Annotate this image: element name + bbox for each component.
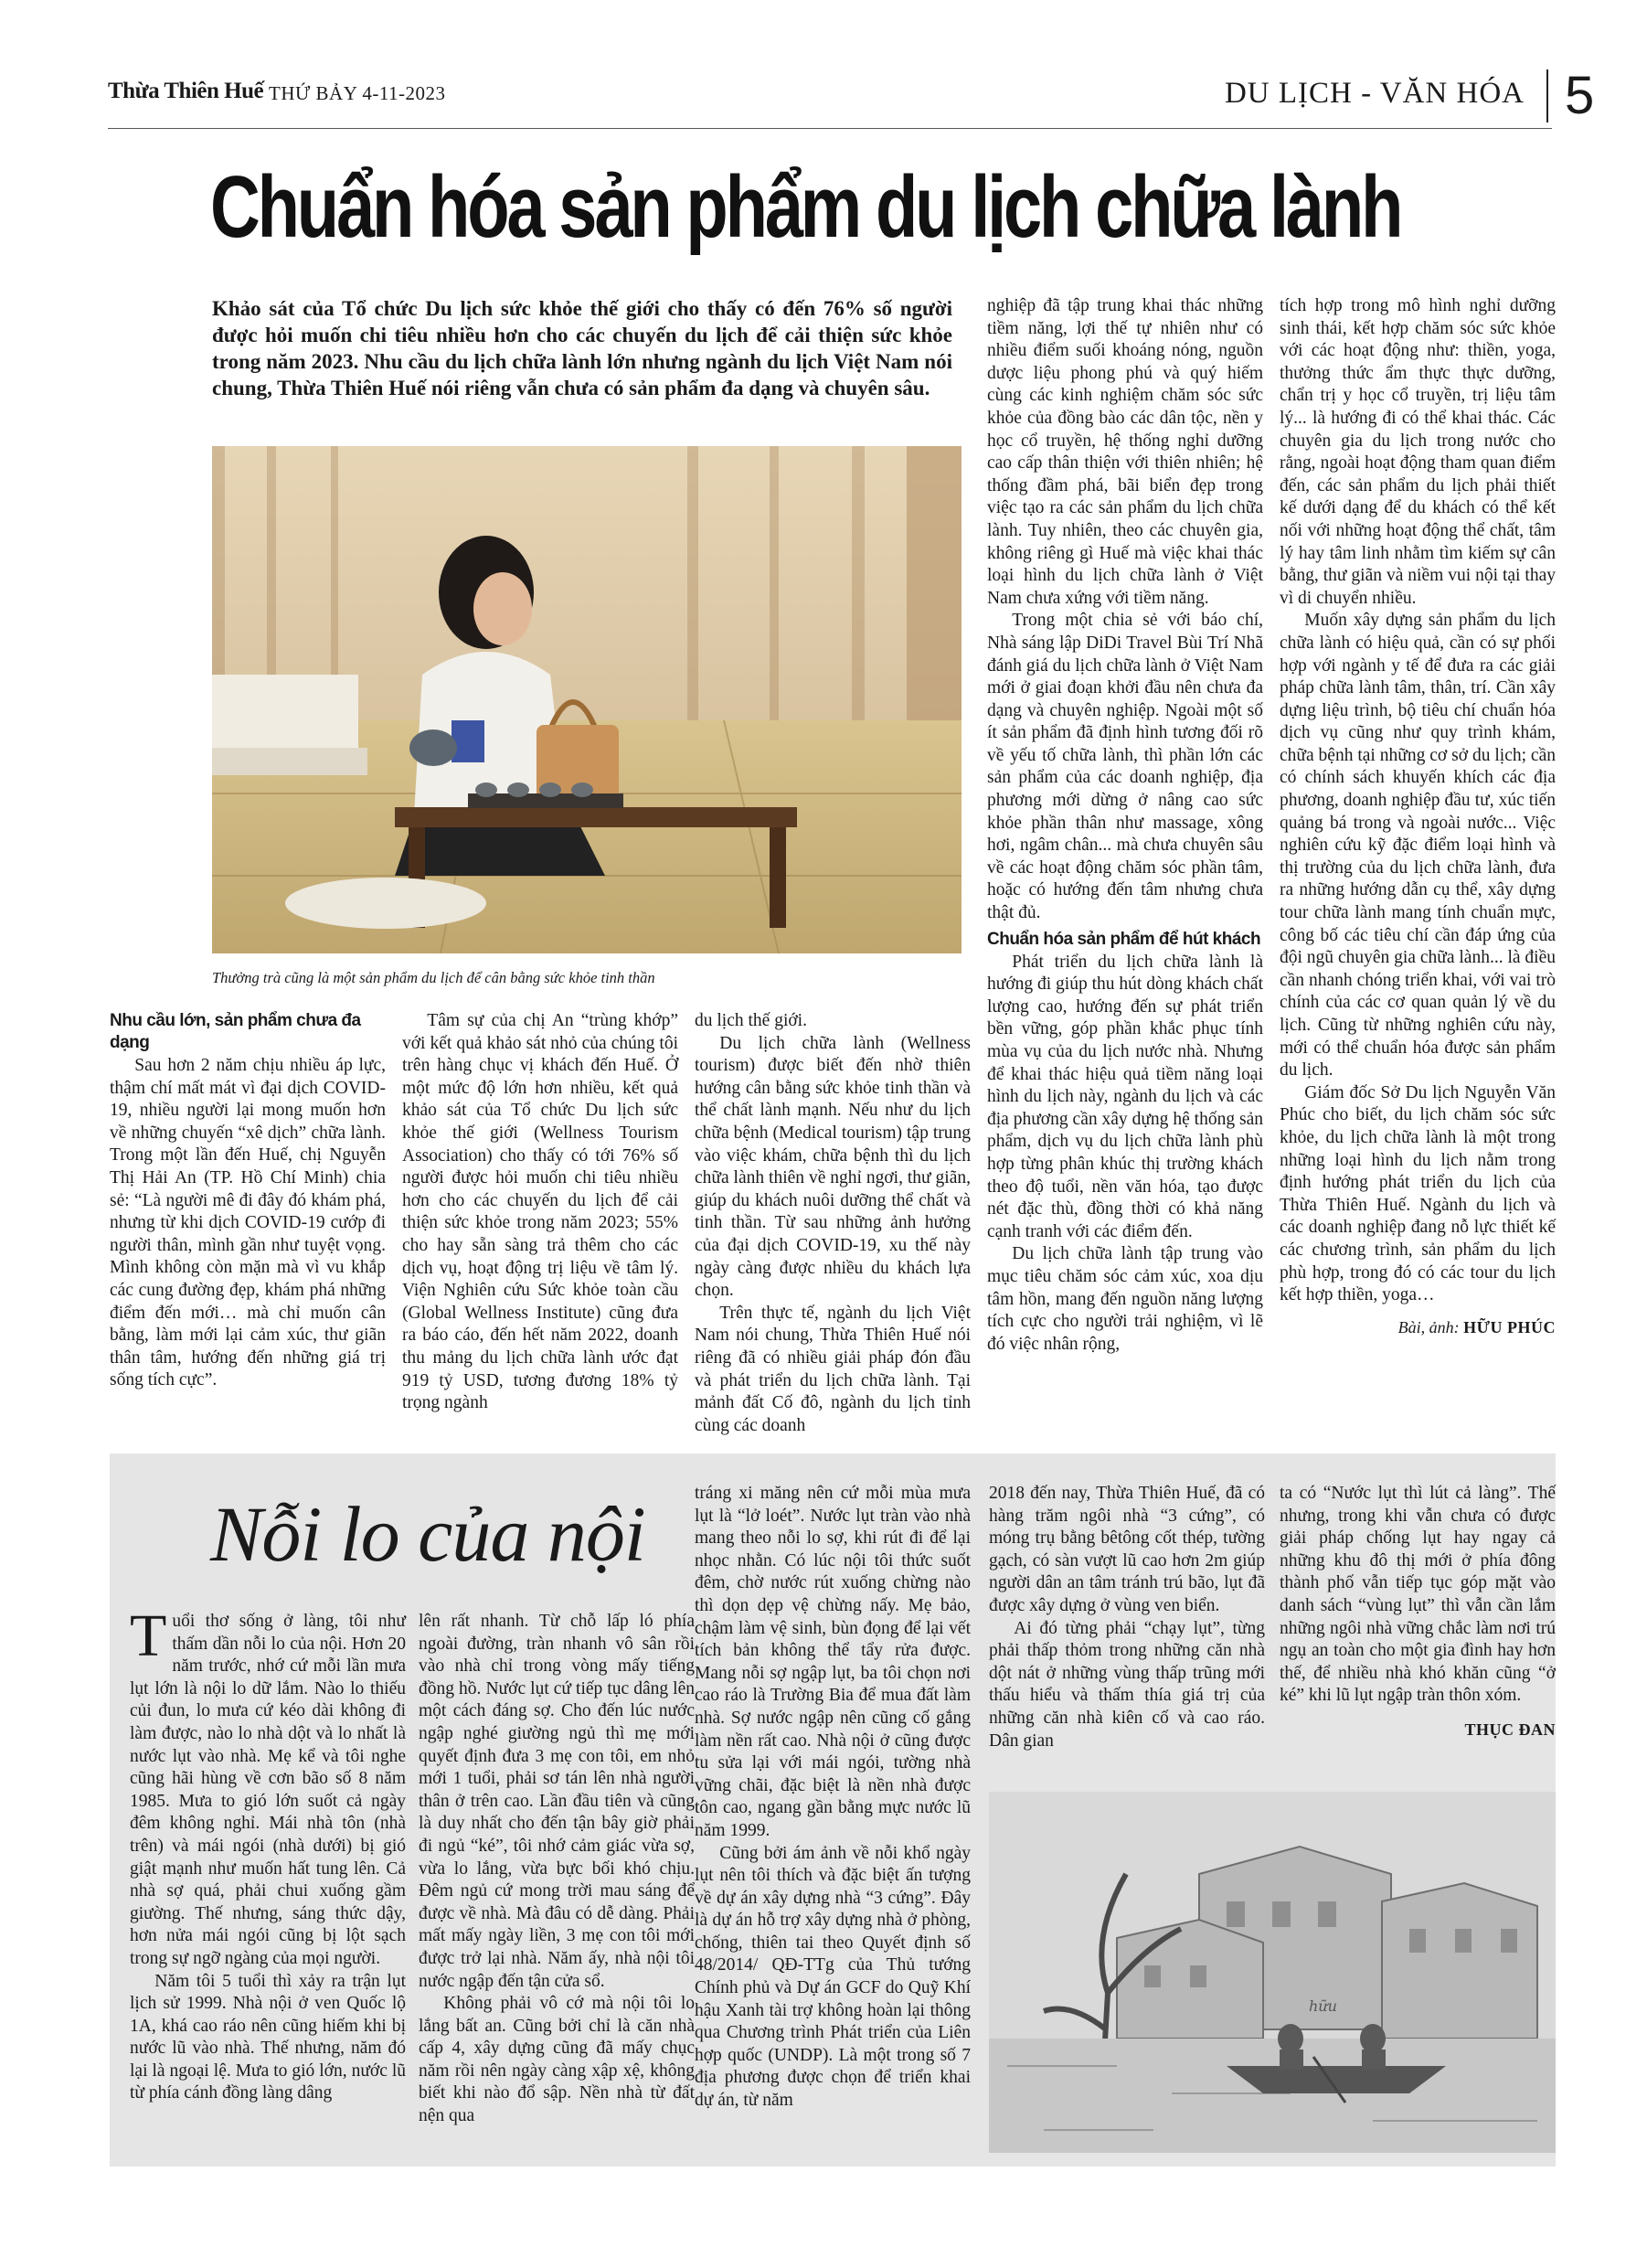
subhead-standardize: Chuẩn hóa sản phẩm để hút khách [987, 929, 1261, 949]
box-title: Nỗi lo của nội [210, 1490, 645, 1578]
tea-ceremony-illustration [212, 446, 962, 953]
paragraph: Trong một chia sẻ với báo chí, Nhà sáng lập DiDi Travel Bùi Trí Nhã đánh giá du lịch chữa lành ở Việt Nam mới ở giai đoạn khởi đầu nên chưa đa dạng và chuyên nghiệp. Ngoài một số ít sản phẩm đã định hình tương đối rõ về yếu tố chữa lành, thì phần lớn các sản phẩm của các doanh nghiệp, địa phương mới dừng ở nâng cao sức khỏe phần thân như massage, xông hơi, ngâm chân... mà chưa chuyên sâu về các hoạt động chăm sóc phần tâm, hoặc có hướng đến tâm nhưng chưa thật đủ. [987, 611, 1263, 923]
paragraph: du lịch thế giới. [695, 1011, 807, 1030]
paragraph: tích hợp trong mô hình nghỉ dưỡng sinh thái, kết hợp chăm sóc sức khỏe với các hoạt động như: thiền, yoga, thưởng thức ẩm thực thực dưỡng, chẩn trị y học cổ truyền, trị liệu tâm lý... là hướng đi có thể khai thác. Các chuyên gia du lịch trong nước cho rằng, ngoài hoạt động tham quan điểm đến, các sản phẩm du lịch phải thiết kế dưới dạng để du khách có thể kết nối với những hoạt động thể chất, tâm lý hay tâm linh nhằm tìm kiếm sự cân bằng, thư giãn và niềm vui nội tại thay vì di chuyển nhiều. [1280, 296, 1556, 608]
paragraph: Sau hơn 2 năm chịu nhiều áp lực, thậm chí mất mát vì đại dịch COVID-19, nhiều người lại mong muốn hơn về những chuyến “xê dịch” chữa lành. Trong một lần đến Huế, chị Nguyễn Thị Hải An (TP. Hồ Chí Minh) chia sẻ: “Là người mê đi đây đó khám phá, nhưng từ khi dịch COVID-19 cướp đi người thân, mình gần như tuyệt vọng. Mình không còn mặn mà vì vu khắp các cung đường đẹp, khám phá những điểm đến mới… mà chỉ muốn cân bằng, làm mới lại cảm xúc, thư giãn thân tâm, hướng đến những giá trị sống tích cực”. [110, 1056, 386, 1390]
box-column-2 [419, 1611, 695, 2128]
paragraph: tráng xi măng nên cứ mỗi mùa mưa lụt là “lở loét”. Nước lụt tràn vào nhà mang theo nỗi lo sợ, khi rút đi để lại nhọc nhằn. Có lúc nội tôi thức suốt đêm, chờ nước rút xuống chừng nào thì dọn dẹp vệ chừng nấy. Mẹ bảo, chậm làm vệ sinh, bùn đọng để lại vết tích bản không thể tẩy rửa được. Mang nỗi sợ ngập lụt, ba tôi chọn nơi cao ráo là Trường Bia để mua đất làm nhà. Sợ nước ngập nên cũng cố gắng làm nền rất cao. Nhà nội ở cũng được tu sửa lại với mái ngói, tường nhà vững chãi, đặc biệt là nền nhà được tôn cao, ngang gần bằng mực nước lũ năm 1999. [695, 1484, 971, 1840]
sidebar-box-article [110, 1453, 1556, 2167]
flood-village-sketch [989, 1792, 1556, 2153]
paragraph: 2018 đến nay, Thừa Thiên Huế, đã có hàng trăm ngôi nhà “3 cứng”, có móng trụ bằng bêtông cốt thép, tường gạch, có sàn vượt lũ cao hơn 2m giúp người dân an tâm tránh trú bão, lụt đã được xây dựng ở vùng ven biển. [989, 1484, 1265, 1615]
subhead-demand: Nhu cầu lớn, sản phẩm chưa đa dạng [110, 1011, 361, 1052]
article-byline [1280, 1318, 1556, 1337]
masthead-divider [1546, 69, 1548, 122]
paragraph: lên rất nhanh. Từ chỗ lấp ló phía ngoài đường, tràn nhanh vô sân rồi vào nhà chỉ trong vòng mấy tiếng đồng hồ. Nước lụt cứ tiếp tục dâng lên một cách đáng sợ. Cho đến lúc nước ngập nghé giường ngủ thì mẹ mới quyết định đưa 3 mẹ con tôi, em nhỏ mới 1 tuổi, phải sơ tán lên nhà người thân ở trên cao. Lần đầu tiên và cũng là duy nhất cho đến tận bây giờ phải đi ngủ “ké”, tôi nhớ cảm giác vừa sợ, vừa lo lắng, vừa bực bối khó chịu. Đêm ngủ cứ mong trời mau sáng để được về nhà. Mà đâu có dễ dàng. Phải mất mấy ngày liền, 3 mẹ con tôi mới được trở lại nhà. Năm ấy, nhà nội tôi nước ngập đến tận cửa sổ. [419, 1612, 695, 1991]
box-column-1 [130, 1603, 406, 2105]
box-byline-name: THỤC ĐAN [1464, 1720, 1556, 1739]
box-column-4 [989, 1483, 1265, 1752]
article-column-5 [1280, 295, 1556, 1337]
paragraph: Phát triển du lịch chữa lành là hướng đi giúp thu hút dòng khách chất lượng cao, hướng đến sự phát triển bền vững, góp phần khắc phục tính mùa vụ của du lịch nước nhà. Nhưng để khai thác hiệu quả tiềm năng loại hình du lịch này, ngành du lịch và các địa phương cần xây dựng hệ thống sản phẩm, dịch vụ du lịch chữa lành phù hợp từng phân khúc thị trường khách theo độ tuổi, nền văn hóa, tạo được nét đặc thù, đồng thời có khả năng cạnh tranh với các điểm đến. [987, 952, 1263, 1241]
paragraph: uổi thơ sống ở làng, tôi như thấm dần nỗi lo của nội. Hơn 20 năm trước, nhớ cứ mỗi lần mưa lụt lớn là nội lo dữ lắm. Nào lo thiếu củi đun, lo mưa cứ kéo dài không đi làm được, nào lo nhà dột và lo nhất là nước lụt vào nhà. Mẹ kể và tôi nghe cũng hãi hùng về cơn bão số 8 năm 1985. Mưa to gió lớn suốt cả ngày đêm không nghỉ. Mái nhà tôn (nhà trên) và mái ngói (nhà dưới) bị gió giật mạnh như muốn hất tung lên. Cả nhà sợ quá, phải chui xuống gầm giường. Thế nhưng, sáng thức dậy, hơn nửa mái ngói cũng bị lột sạch trong sự ngỡ ngàng của mọi người. [130, 1612, 406, 1968]
article-column-3 [695, 1010, 971, 1437]
masthead [108, 66, 1595, 125]
flood-illustration [989, 1792, 1556, 2153]
paragraph: Giám đốc Sở Du lịch Nguyễn Văn Phúc cho biết, du lịch chăm sóc sức khỏe, du lịch chữa lành là một trong những loại hình du lịch nằm trong định hướng phát triển du lịch của Thừa Thiên Huế. Ngành du lịch và các doanh nghiệp đang nỗ lực thiết kế các chương trình, sản phẩm du lịch phù hợp, trong đó có các tour du lịch kết hợp thiền, yoga… [1280, 1082, 1556, 1305]
paragraph: Không phải vô cớ mà nội tôi lo lắng bất an. Cũng bởi chỉ là căn nhà cấp 4, xây dựng cũng đã mấy chục năm rồi nên ngày càng xập xệ, không biết khi nào đổ sập. Nền nhà từ đất nện qua [419, 1994, 695, 2126]
photo-caption-text: Thưởng trà cũng là một sản phẩm du lịch để cân bằng sức khỏe tinh thần [212, 969, 655, 986]
paragraph: Du lịch chữa lành (Wellness tourism) được biết đến nhờ thiên hướng cân bằng sức khỏe tinh thần và thể chất lành mạnh. Nếu như du lịch chữa bệnh (Medical tourism) tập trung vào việc khám, chữa bệnh thì du lịch chữa lành thiên về nghỉ ngơi, thư giãn, giúp du khách nuôi dưỡng thể chất và tinh thần. Từ sau những ảnh hưởng của đại dịch COVID-19, xu thế này ngày càng được nhiều du khách lựa chọn. [695, 1033, 971, 1301]
paragraph: Ai đó từng phải “chạy lụt”, từng phải thấp thỏm trong những căn nhà dột nát ở những vùng thấp trũng mới thấu hiểu và thấm thía giá trị của những căn nhà kiên cố và cao ráo. Dân gian [989, 1618, 1265, 1751]
box-column-5 [1280, 1483, 1556, 1740]
tea-ceremony-photo [212, 446, 962, 953]
masthead-rule [108, 128, 1552, 129]
photo-caption [212, 969, 962, 987]
box-byline [1280, 1720, 1556, 1740]
article-column-4 [987, 295, 1263, 1356]
paragraph: Du lịch chữa lành tập trung vào mục tiêu chăm sóc cảm xúc, xoa dịu tâm hồn, mang đến nguồn năng lượng tích cực cho người trải nghiệm, vì lẽ đó việc nhân rộng, [987, 1244, 1263, 1354]
article-column-1 [110, 1010, 386, 1392]
headline: Chuẩn hóa sản phẩm du lịch chữa lành [210, 158, 1401, 256]
byline-prefix: Bài, ảnh: [1397, 1317, 1460, 1336]
paragraph: Cũng bởi ám ảnh về nỗi khổ ngày lụt nên tôi thích và đặc biệt ấn tượng về dự án xây dựng nhà “3 cứng”. Đây là dự án hỗ trợ xây dựng nhà ở phòng, chống, thiên tai theo Quyết định số 48/2014/ QĐ-TTg của Thủ tướng Chính phủ và Dự án GCF do Quỹ Khí hậu Xanh tài trợ không hoàn lại thông qua Chương trình Phát triển của Liên hợp quốc (UNDP). Là một trong số 7 địa phương được chọn để triển khai dự án, từ năm [695, 1843, 971, 2111]
section-name: DU LỊCH - VĂN HÓA [1224, 77, 1525, 110]
article-column-2 [402, 1010, 678, 1415]
paragraph: Muốn xây dựng sản phẩm du lịch chữa lành có hiệu quả, cần có sự phối hợp với ngành y tế để đưa ra các giải pháp chữa lành tâm, thân, trí. Cần xây dựng liệu trình, bộ tiêu chí chuẩn hóa dịch vụ cũng như quy trình khám, chữa bệnh tại những cơ sở du lịch; cần có chính sách khuyến khích các địa phương, doanh nghiệp đầu tư, xúc tiến quảng bá trong và ngoài nước... Việc nghiên cứu kỹ đặc điểm loại hình và thị trường của du lịch chữa lành, đưa ra những hướng dẫn cụ thể, xây dựng tour chữa lành mang tính chuẩn mực, công bố các tiêu chí cần đáp ứng của đội ngũ chuyên gia chữa lành... là điều cần nhanh chóng triển khai, với vai trò chính của các cơ quan quản lý về du lịch. Cũng từ những nghiên cứu này, mới có thể chuẩn hóa được sản phẩm du lịch. [1280, 611, 1556, 1081]
lead-text: Khảo sát của Tổ chức Du lịch sức khỏe thế giới cho thấy có đến 76% số người được hỏi muốn chi tiêu nhiều hơn cho các chuyến du lịch để cải thiện sức khỏe trong năm 2023. Nhu cầu du lịch chữa lành lớn nhưng ngành du lịch Việt Nam nói chung, Thừa Thiên Huế nói riêng vẫn chưa có sản phẩm đa dạng và chuyên sâu. [212, 297, 952, 399]
illustration-signature: hữu [1309, 1997, 1337, 2015]
byline-name: HỮU PHÚC [1463, 1317, 1556, 1336]
issue-date: THỨ BẢY 4-11-2023 [269, 82, 446, 104]
paragraph: Trên thực tế, ngành du lịch Việt Nam nói chung, Thừa Thiên Huế nói riêng đã có nhiều giải pháp đón đầu và phát triển du lịch chữa lành. Tại mảnh đất Cố đô, ngành du lịch tỉnh cùng các doanh [695, 1303, 971, 1435]
publication-name: Thừa Thiên Huế [108, 79, 264, 103]
dropcap: T [130, 1603, 167, 1669]
lead-paragraph [212, 295, 952, 401]
paragraph: Tâm sự của chị An “trùng khớp” với kết quả khảo sát nhỏ của chúng tôi trên hàng chục vị khách đến Huế. Ở một mức độ lớn hơn nhiều, kết quả khảo sát của Tổ chức Du lịch sức khỏe thế giới (Wellness Tourism Association) cho thấy có tới 76% số người được hỏi muốn chi tiêu nhiều hơn cho các chuyến du lịch để cải thiện sức khỏe trong năm 2023; 55% cho hay sẵn sàng trả thêm cho các dịch vụ, hoạt động trị liệu về tâm lý. Viện Nghiên cứu Sức khỏe toàn cầu (Global Wellness Institute) cũng đưa ra báo cáo, đến hết năm 2022, doanh thu mảng du lịch chữa lành ước đạt 919 tỷ USD, tương đương 18% tỷ trọng ngành [402, 1011, 678, 1413]
page-number: 5 [1565, 66, 1595, 125]
paragraph: Năm tôi 5 tuổi thì xảy ra trận lụt lịch sử 1999. Nhà nội ở ven Quốc lộ 1A, khá cao ráo nên cũng hiếm khi bị nước lũ vào nhà. Thế nhưng, năm đó lại là ngoại lệ. Mưa to gió lớn, nước lũ từ phía cánh đồng làng dâng [130, 1971, 406, 2103]
paragraph: nghiệp đã tập trung khai thác những tiềm năng, lợi thế tự nhiên như có nhiều điểm suối khoáng nóng, nguồn dược liệu phong phú và quý hiếm cùng các kinh nghiệm chăm sóc sức khỏe của đồng bào các dân tộc, nền y học cổ truyền, hệ thống nghỉ dưỡng cao cấp thân thiện với thiên nhiên; hệ thống đầm phá, bãi biển đẹp trong việc tạo ra các sản phẩm du lịch chữa lành. Tuy nhiên, theo các chuyên gia, không riêng gì Huế mà việc khai thác loại hình du lịch chữa lành ở Việt Nam chưa xứng với tiềm năng. [987, 296, 1263, 608]
paragraph: ta có “Nước lụt thì lút cả làng”. Thế nhưng, trong khi vẫn chưa có được giải pháp chống lụt hay ngay cả những khu đô thị mới ở phía đông thành phố vẫn tiếp tục góp mặt vào danh sách “vùng lụt” thì vẫn cần lắm những ngôi nhà vững chắc làm nơi trú ngụ an toàn cho một gia đình hay hơn thế, để nhiều nhà khó khăn cũng “ở ké” khi lũ lụt ngập tràn thôn xóm. [1280, 1484, 1556, 1706]
box-column-3 [695, 1483, 971, 2113]
